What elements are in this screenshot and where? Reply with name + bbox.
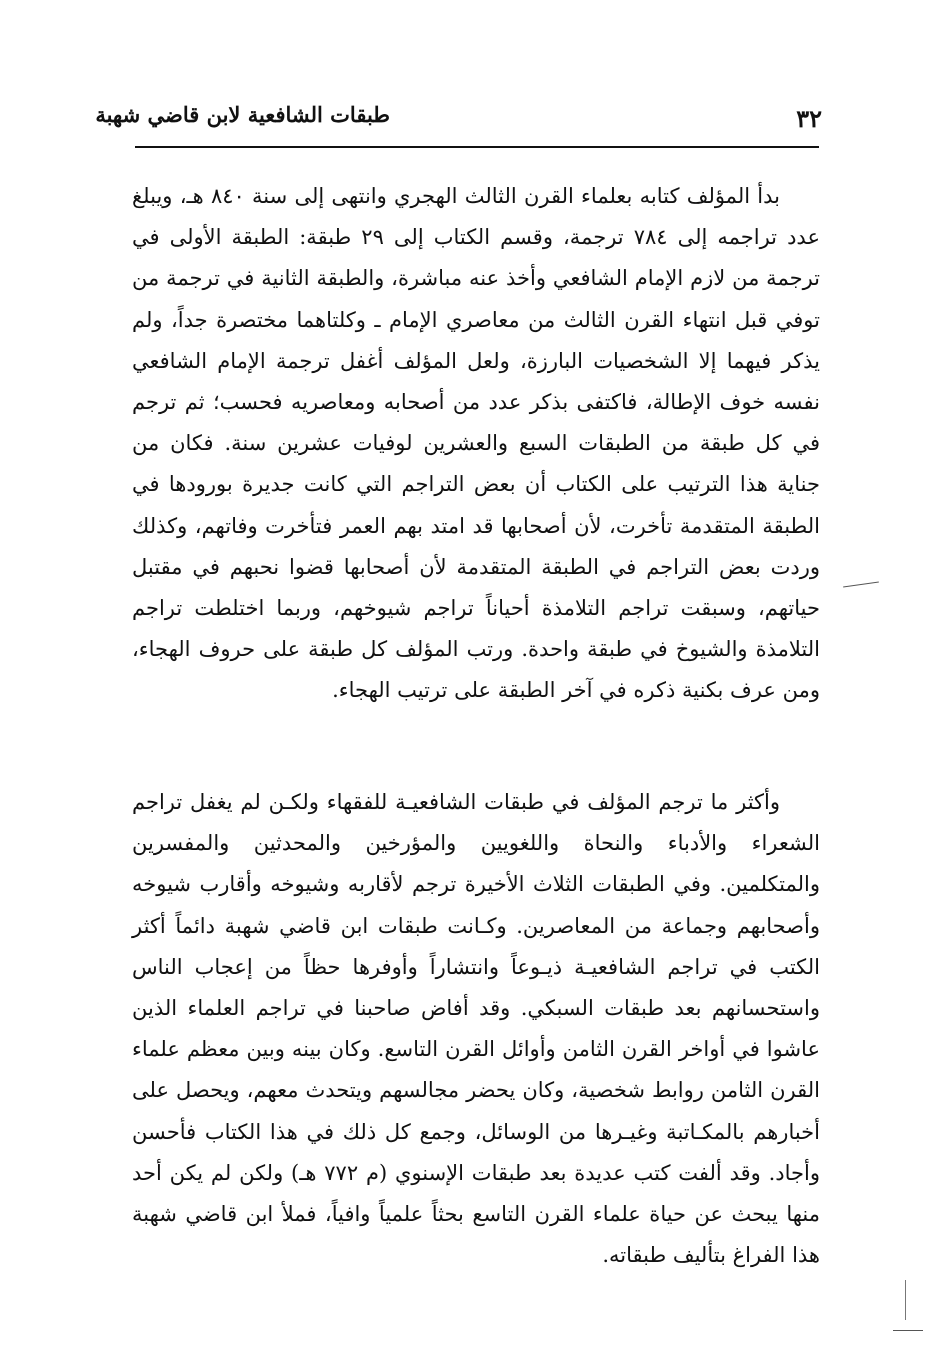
scan-margin-mark bbox=[843, 581, 879, 587]
paragraph-1 bbox=[132, 176, 820, 712]
paragraph-2-text: وأكثر ما ترجم المؤلف في طبقات الشافعيـة للفقهاء ولكـن لم يغفل تراجم الشعراء والأدباء والنحاة واللغويين والمؤرخين والمحدثين والمفسرين والمتكلمين. وفي الطبقات الثلاث الأخيرة ترجم لأقاربه وشيوخه وأقارب شيوخه وأصحابهم وجماعة من المعاصرين. وكـانت طبقات ابن قاضي شهبة دائماً أكثر الكتب في تراجم الشافعيـة ذيـوعاً وانتشاراً وأوفرها حظاً من إعجاب الناس واستحسانهم بعد طبقات السبكي. وقد أفاض صاحبنا في تراجم العلماء الذين عاشوا في أواخر القرن الثامن وأوائل القرن التاسع. وكان بينه وبين معظم علماء القرن الثامن روابط شخصية، وكان يحضر مجالسهم ويتحدث معهم، ويحصل على أخبارهم بالمكـاتبة وغيـرها من الوسائل، وجمع كل ذلك في هذا الكتاب فأحسن وأجاد. وقد ألفت كتب عديدة بعد طبقات الإسنوي (م ٧٧٢ هـ) ولكن لم يكن أحد منها يبحث عن حياة علماء القرن التاسع بحثاً علمياً وافياً، فملأ ابن قاضي شهبة هذا الفراغ بتأليف طبقاته. bbox=[132, 790, 820, 1268]
page-header bbox=[95, 98, 822, 142]
scan-edge-line bbox=[905, 1280, 906, 1320]
running-title: طبقات الشافعية لابن قاضي شهبة bbox=[95, 102, 390, 127]
header-rule bbox=[135, 146, 819, 148]
page-number: ٣٢ bbox=[796, 104, 822, 133]
paragraph-2 bbox=[132, 782, 820, 1276]
paragraph-1-text: بدأ المؤلف كتابه بعلماء القرن الثالث الهجري وانتهى إلى سنة ٨٤٠ هـ، ويبلغ عدد تراجمه إلى ٧٨٤ ترجمة، وقسم الكتاب إلى ٢٩ طبقة: الطبقة الأولى في ترجمة من لازم الإمام الشافعي وأخذ عنه مباشرة، والطبقة الثانية في ترجمة من توفي قبل انتهاء القرن الثالث من معاصري الإمام ـ وكلتاهما مختصرة جداً، ولم يذكر فيهما إلا الشخصيات البارزة، ولعل المؤلف أغفل ترجمة الإمام الشافعي نفسه خوف الإطالة، فاكتفى بذكر عدد من أصحابه ومعاصريه فحسب؛ ثم ترجم في كل طبقة من الطبقات السبع والعشرين لوفيات عشرين سنة. فكان من جناية هذا الترتيب على الكتاب أن بعض التراجم التي كانت جديرة بورودها في الطبقة المتقدمة تأخرت، لأن أصحابها قد امتد بهم العمر فتأخرت وفاتهم، وكذلك وردت بعض التراجم في الطبقة المتقدمة لأن أصحابها قضوا نحبهم في مقتبل حياتهم، وسبقت تراجم التلامذة أحياناً تراجم شيوخهم، وربما اختلطت تراجم التلامذة والشيوخ في طبقة واحدة. ورتب المؤلف كل طبقة على حروف الهجاء، ومن عرف بكنية ذكره في آخر الطبقة على ترتيب الهجاء. bbox=[132, 184, 820, 703]
scan-margin-mark bbox=[893, 1330, 923, 1331]
